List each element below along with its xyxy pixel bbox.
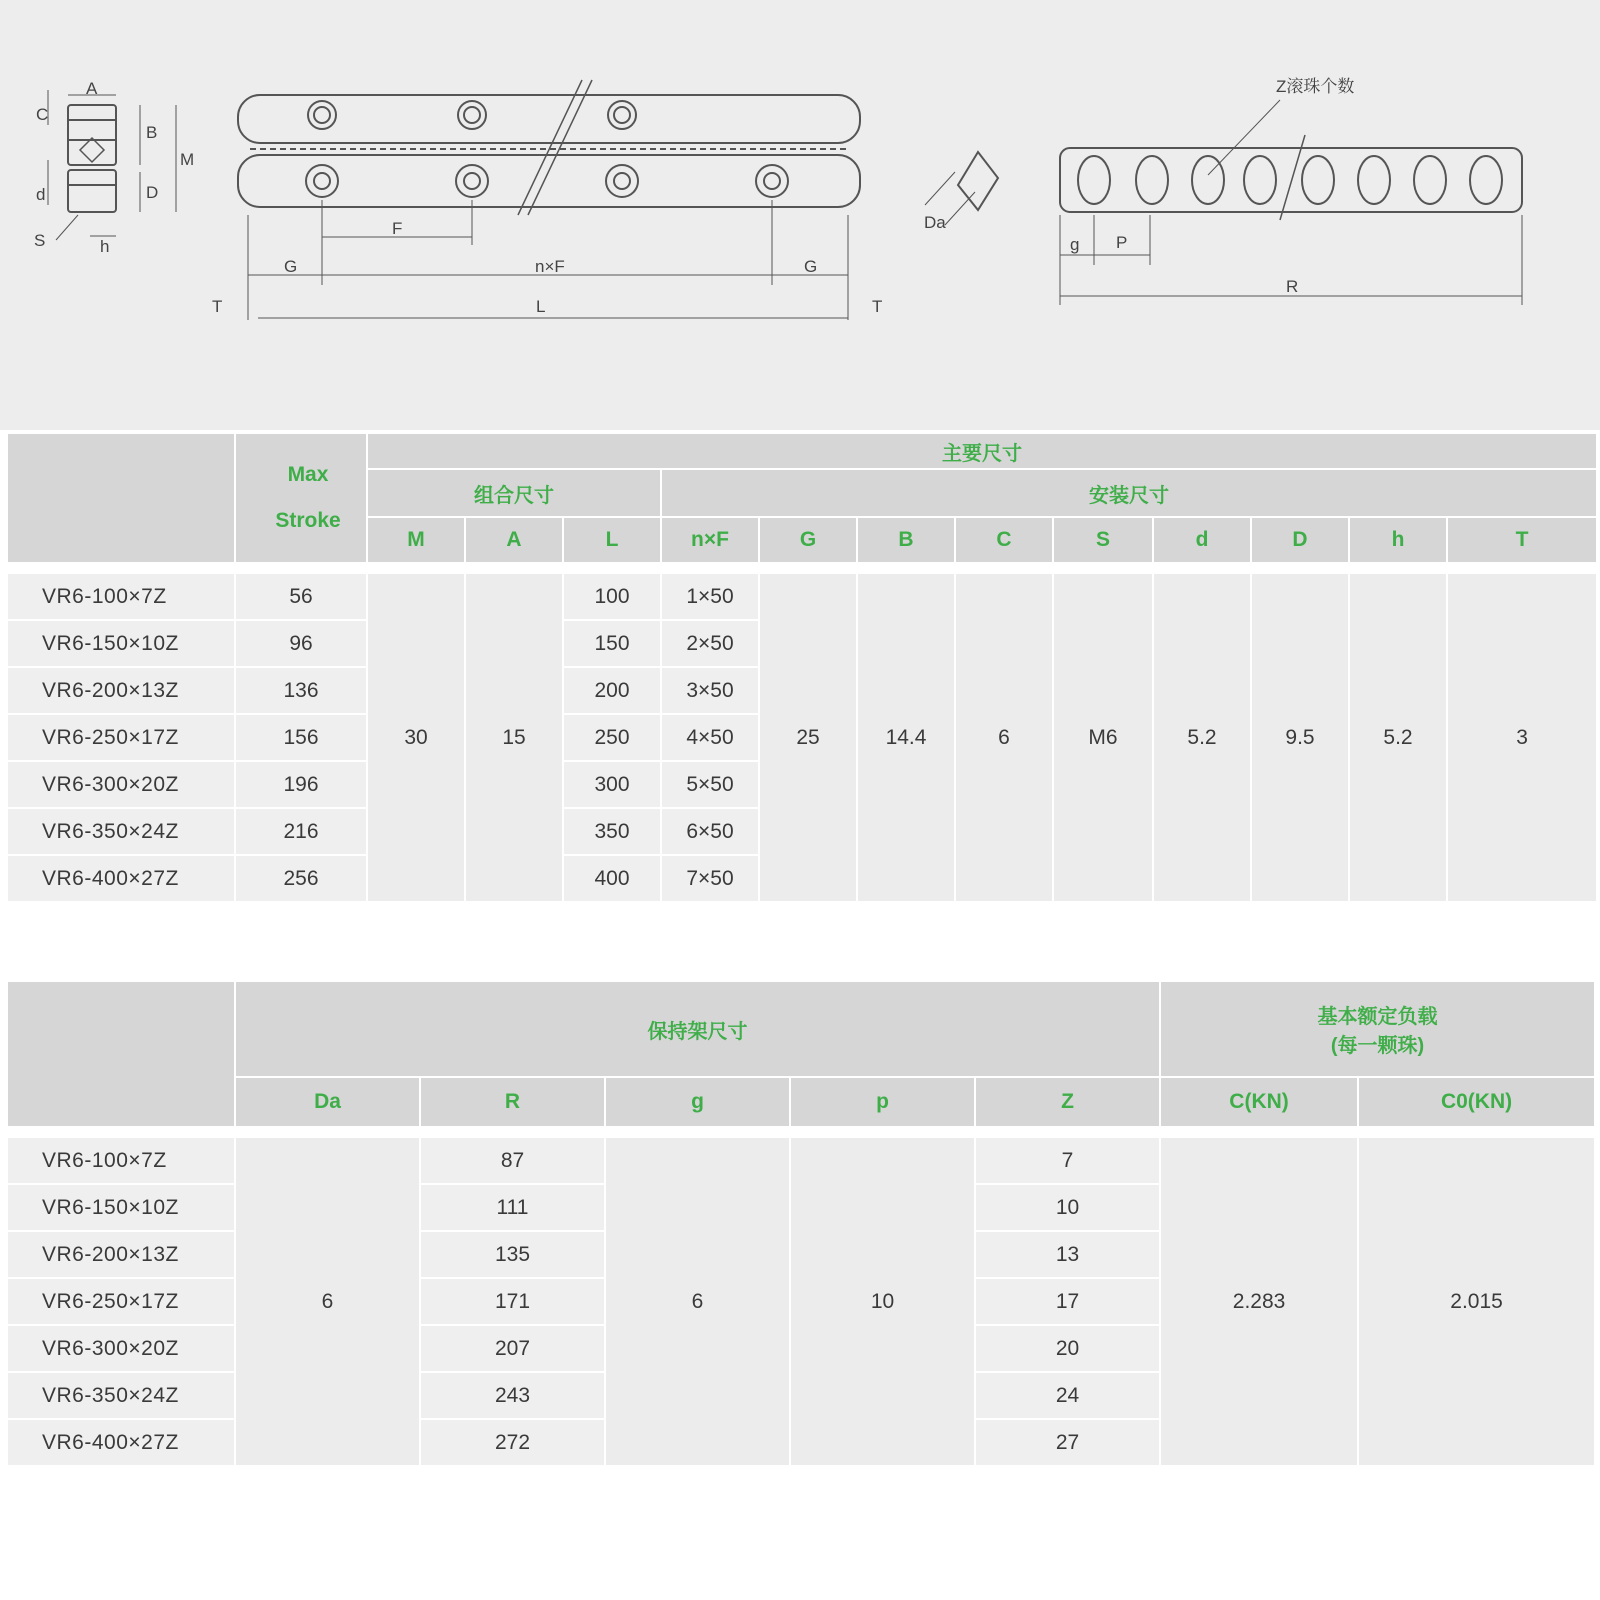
col-T: T xyxy=(1447,517,1597,563)
load-line2: (每一颗珠) xyxy=(1330,1035,1425,1057)
table2-corner xyxy=(7,981,235,1127)
col-Da: Da xyxy=(235,1077,420,1127)
table-row: VR6-150×10Z 111 10 xyxy=(7,1184,1595,1231)
cell-Da: 6 xyxy=(235,1137,420,1466)
max-stroke-line1: Max xyxy=(287,463,329,486)
label-G-left: G xyxy=(284,257,298,276)
table-row: VR6-400×27Z 256 400 7×50 xyxy=(7,855,1597,902)
label-S: S xyxy=(34,231,46,250)
cell-d: 5.2 xyxy=(1153,573,1251,902)
label-D: D xyxy=(146,183,159,202)
col-h: h xyxy=(1349,517,1447,563)
col-M: M xyxy=(367,517,465,563)
col-Z: Z xyxy=(975,1077,1160,1127)
table-row: VR6-350×24Z 243 24 xyxy=(7,1372,1595,1419)
cell-C: 2.283 xyxy=(1160,1137,1358,1466)
col-nF: n×F xyxy=(661,517,759,563)
label-P: P xyxy=(1116,233,1128,252)
group-install-dimensions: 安装尺寸 xyxy=(661,469,1597,517)
label-L: L xyxy=(536,297,546,316)
label-G-right: G xyxy=(804,257,818,276)
table-row: VR6-200×13Z 136 200 3×50 xyxy=(7,667,1597,714)
col-p: p xyxy=(790,1077,975,1127)
table1-corner xyxy=(7,433,235,563)
cell-A: 15 xyxy=(465,573,563,902)
label-T-left: T xyxy=(212,297,223,316)
max-stroke-line2: Stroke xyxy=(275,509,341,532)
cell-g: 6 xyxy=(605,1137,790,1466)
col-C: C xyxy=(955,517,1053,563)
col-G: G xyxy=(759,517,857,563)
col-R: R xyxy=(420,1077,605,1127)
table-row: VR6-250×17Z 156 250 4×50 xyxy=(7,714,1597,761)
cell-G: 25 xyxy=(759,573,857,902)
cell-h: 5.2 xyxy=(1349,573,1447,902)
label-ball-count: Z滚珠个数 xyxy=(1276,77,1355,96)
group-cage-dimensions: 保持架尺寸 xyxy=(235,981,1160,1077)
label-A: A xyxy=(86,79,98,98)
cage-view xyxy=(1060,100,1522,305)
group-basic-load xyxy=(1160,981,1595,1077)
label-d: d xyxy=(36,185,46,204)
label-R: R xyxy=(1286,277,1299,296)
col-A: A xyxy=(465,517,563,563)
label-Da: Da xyxy=(924,213,946,232)
cross-section-view xyxy=(48,90,176,240)
col-g: g xyxy=(605,1077,790,1127)
table-row: VR6-350×24Z 216 350 6×50 xyxy=(7,808,1597,855)
dimension-table xyxy=(6,432,1598,903)
label-T-right: T xyxy=(872,297,883,316)
table-row: VR6-300×20Z 196 300 5×50 xyxy=(7,761,1597,808)
cell-C: 6 xyxy=(955,573,1053,902)
label-h: h xyxy=(100,237,110,256)
table-row: VR6-150×10Z 96 150 2×50 xyxy=(7,620,1597,667)
table-row: VR6-300×20Z 207 20 xyxy=(7,1325,1595,1372)
col-C0-KN: C0(KN) xyxy=(1358,1077,1595,1127)
cell-p: 10 xyxy=(790,1137,975,1466)
cell-C0: 2.015 xyxy=(1358,1137,1595,1466)
cage-load-table xyxy=(6,980,1596,1467)
dimension-drawing-svg xyxy=(0,0,1600,430)
col-L: L xyxy=(563,517,661,563)
col-S: S xyxy=(1053,517,1153,563)
col-D: D xyxy=(1251,517,1349,563)
table-row: VR6-200×13Z 135 13 xyxy=(7,1231,1595,1278)
col-C-KN: C(KN) xyxy=(1160,1077,1358,1127)
label-nF: n×F xyxy=(535,257,565,276)
table-row: VR6-250×17Z 171 17 xyxy=(7,1278,1595,1325)
table-row: VR6-100×7Z 56 30 15 100 1×50 25 14.4 6 M6 5.2 9.5 5.2 3 xyxy=(7,573,1597,620)
group-main-dimensions: 主要尺寸 xyxy=(367,433,1597,469)
cell-B: 14.4 xyxy=(857,573,955,902)
cell-S: M6 xyxy=(1053,573,1153,902)
cell-T: 3 xyxy=(1447,573,1597,902)
label-F: F xyxy=(392,219,403,238)
table-row: VR6-400×27Z 272 27 xyxy=(7,1419,1595,1466)
col-B: B xyxy=(857,517,955,563)
table-row: VR6-100×7Z 6 87 6 10 7 2.283 2.015 xyxy=(7,1137,1595,1184)
group-combo-dimensions: 组合尺寸 xyxy=(367,469,661,517)
cell-M: 30 xyxy=(367,573,465,902)
label-C: C xyxy=(36,105,49,124)
label-M: M xyxy=(180,150,195,169)
technical-drawing xyxy=(0,0,1600,430)
cell-D: 9.5 xyxy=(1251,573,1349,902)
label-B: B xyxy=(146,123,158,142)
label-g: g xyxy=(1070,235,1080,254)
col-d: d xyxy=(1153,517,1251,563)
max-stroke-header xyxy=(235,433,367,563)
load-line1: 基本额定负载 xyxy=(1317,1006,1438,1028)
rail-assembly-view xyxy=(238,80,860,320)
